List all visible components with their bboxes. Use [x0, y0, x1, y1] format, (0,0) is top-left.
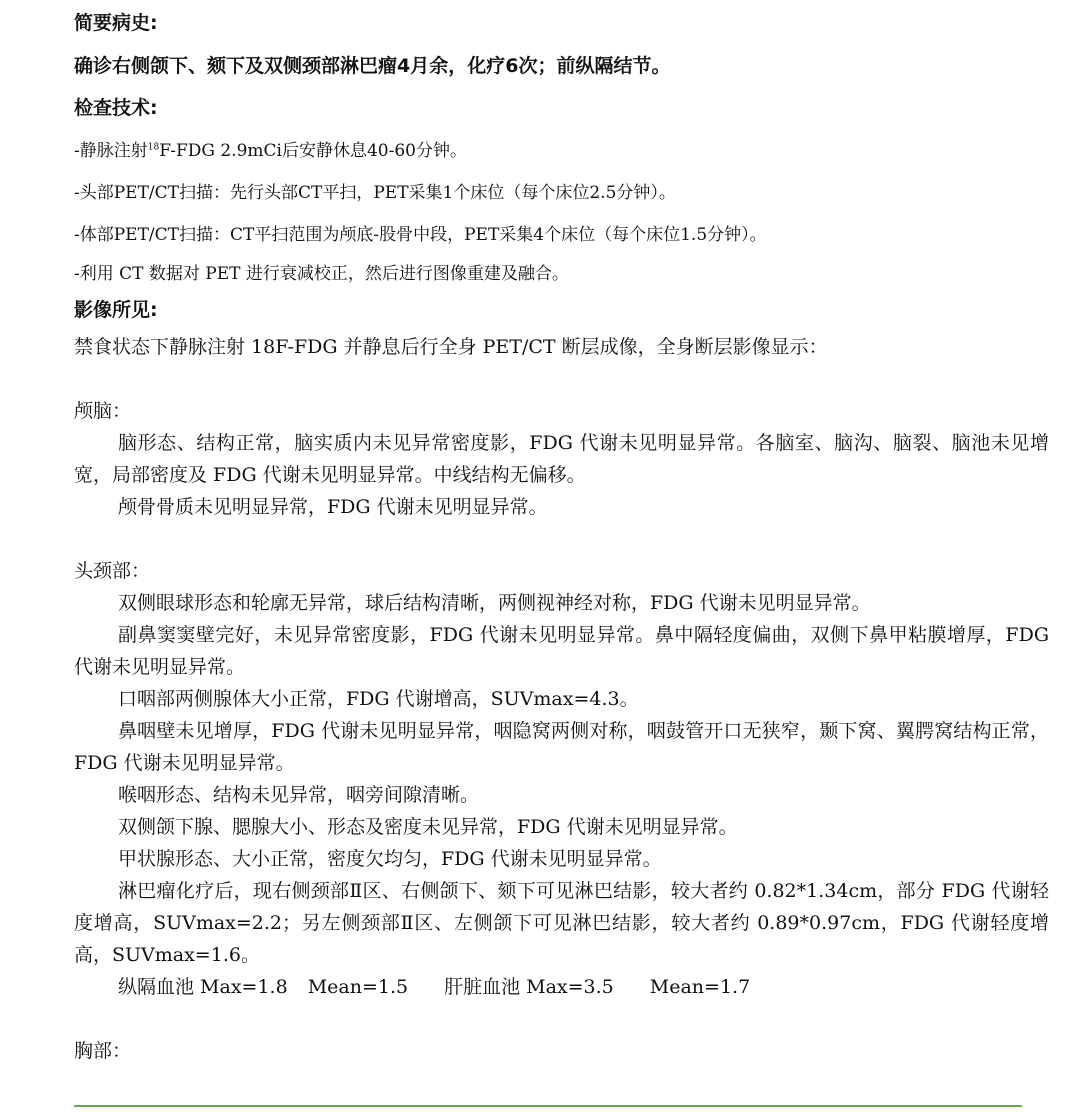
- technique-heading: 检查技术:: [74, 97, 158, 119]
- head-neck-paragraph-5: 喉咽形态、结构未见异常，咽旁间隙清晰。: [118, 784, 480, 806]
- liver-pool-mean: Mean=1.7: [649, 976, 751, 998]
- mediastinum-pool-max: 纵隔血池 Max=1.8: [118, 976, 288, 998]
- head-neck-paragraph-7: 甲状腺形态、大小正常，密度欠均匀，FDG 代谢未见明显异常。: [118, 848, 662, 870]
- history-text: 确诊右侧颌下、颏下及双侧颈部淋巴瘤4月余，化疗6次；前纵隔结节。: [74, 55, 671, 77]
- mediastinum-pool-mean: Mean=1.5: [307, 976, 409, 998]
- blank-line: [74, 1003, 1049, 1035]
- head-neck-paragraph-1: 双侧眼球形态和轮廓无异常，球后结构清晰，两侧视神经对称，FDG 代谢未见明显异常。: [118, 592, 871, 614]
- technique-line-injection-pre: -静脉注射: [74, 141, 148, 161]
- findings-intro: 禁食状态下静脉注射 18F-FDG 并静息后行全身 PET/CT 断层成像，全身断层影像显示：: [74, 336, 828, 358]
- technique-line-reconstruction: -利用 CT 数据对 PET 进行衰减校正，然后进行图像重建及融合。: [74, 264, 569, 284]
- page-bottom-rule: [74, 1105, 1022, 1107]
- brain-paragraph-2: 颅骨骨质未见明显异常，FDG 代谢未见明显异常。: [118, 496, 548, 518]
- liver-pool-max: 肝脏血池 Max=3.5: [444, 976, 614, 998]
- technique-line-body-scan: -体部PET/CT扫描：CT平扫范围为颅底-股骨中段，PET采集4个床位（每个床位1.5分钟）。: [74, 225, 767, 245]
- brain-paragraph-1: 脑形态、结构正常，脑实质内未见异常密度影，FDG 代谢未见明显异常。各脑室、脑沟、脑裂、脑池未见增宽，局部密度及 FDG 代谢未见明显异常。中线结构无偏移。: [74, 432, 1049, 486]
- findings-body: [74, 331, 1049, 1067]
- head-neck-paragraph-3: 口咽部两侧腺体大小正常，FDG 代谢增高，SUVmax=4.3。: [118, 688, 639, 710]
- head-neck-paragraph-8: 淋巴瘤化疗后，现右侧颈部Ⅱ区、右侧颌下、颏下可见淋巴结影，较大者约 0.82*1.34cm，部分 FDG 代谢轻度增高，SUVmax=2.2；另左侧颈部Ⅱ区、左侧颌下可见淋巴结影，较大者约 0.89*0.97cm，FDG 代谢轻度增高，SUVmax=1.6。: [74, 880, 1049, 966]
- technique-line-head-scan: -头部PET/CT扫描：先行头部CT平扫，PET采集1个床位（每个床位2.5分钟）。: [74, 183, 676, 203]
- technique-line-injection: [74, 140, 467, 162]
- head-neck-paragraph-2: 副鼻窦窦壁完好，未见异常密度影，FDG 代谢未见明显异常。鼻中隔轻度偏曲，双侧下鼻甲粘膜增厚，FDG 代谢未见明显异常。: [74, 624, 1049, 678]
- blood-pool-values: [74, 971, 1049, 1003]
- blank-line: [74, 363, 1049, 395]
- isotope-superscript: 18: [147, 142, 160, 153]
- technique-line-injection-post: F-FDG 2.9mCi后安静休息40-60分钟。: [159, 141, 467, 161]
- head-neck-label: 头颈部：: [74, 560, 151, 582]
- head-neck-paragraph-4: 鼻咽壁未见增厚，FDG 代谢未见明显异常，咽隐窝两侧对称，咽鼓管开口无狭窄，颞下窝、翼腭窝结构正常，FDG 代谢未见明显异常。: [74, 720, 1049, 774]
- blank-line: [74, 523, 1049, 555]
- history-heading: 简要病史:: [74, 12, 158, 34]
- chest-label: 胸部：: [74, 1040, 132, 1062]
- brain-label: 颅脑：: [74, 400, 132, 422]
- head-neck-paragraph-6: 双侧颌下腺、腮腺大小、形态及密度未见异常，FDG 代谢未见明显异常。: [118, 816, 738, 838]
- findings-heading: 影像所见:: [74, 299, 158, 321]
